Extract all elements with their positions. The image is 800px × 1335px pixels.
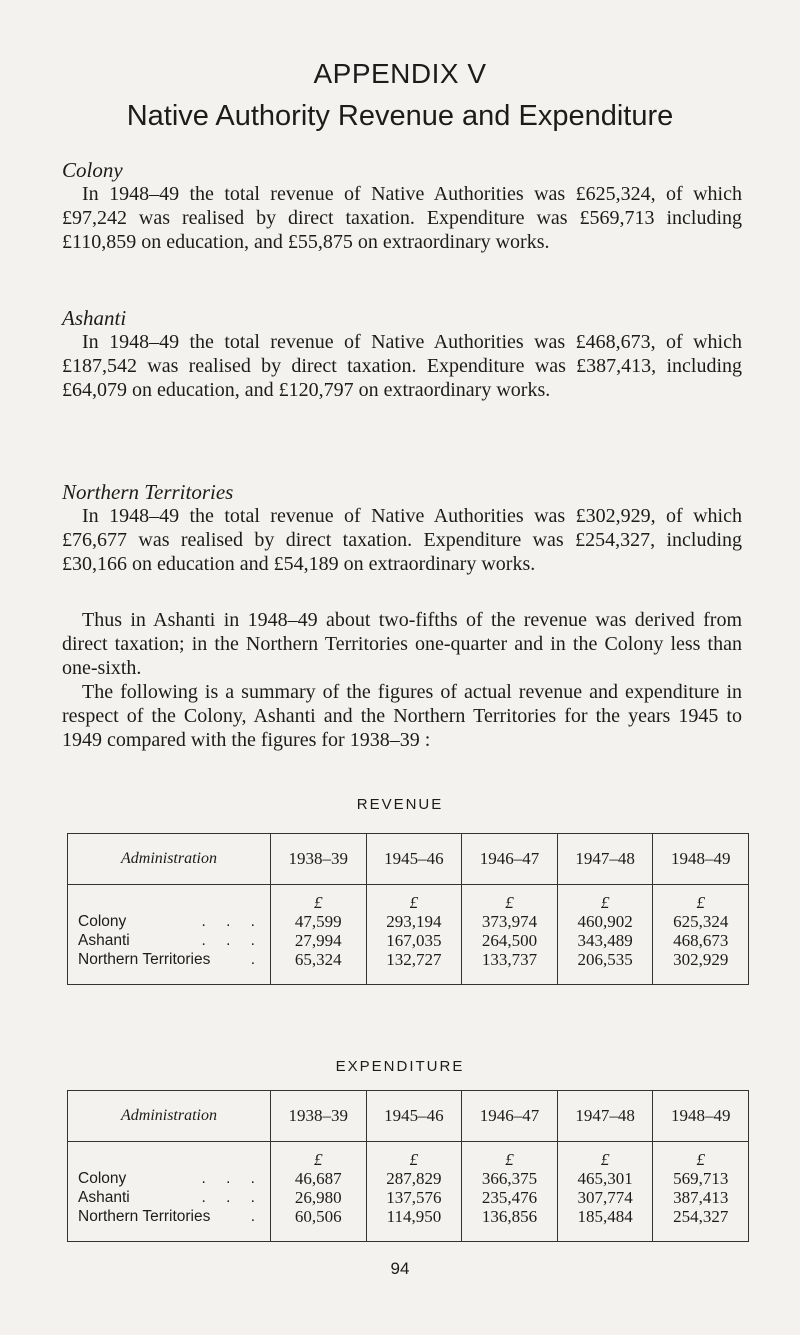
row-label: . . . Ashanti (78, 932, 263, 949)
column-header: 1945–46 (366, 834, 462, 885)
admin-names (68, 885, 271, 985)
revenue-caption: REVENUE (356, 796, 444, 813)
cell-value: 133,737 (481, 950, 538, 969)
expenditure-caption: EXPENDITURE (335, 1058, 465, 1075)
cell-value: 569,713 (673, 1169, 729, 1188)
currency-symbol: £ (314, 893, 323, 912)
row-label: . Northern Territories (78, 951, 263, 968)
cell-value: 47,599 (294, 912, 342, 931)
cell-value: 373,974 (481, 912, 538, 931)
cell-value: 27,994 (294, 931, 342, 950)
column-header: Administration (68, 1091, 271, 1142)
column-header: 1947–48 (557, 1091, 653, 1142)
cell-value: 468,673 (673, 931, 729, 950)
column-header: 1947–48 (557, 834, 653, 885)
cell-value: 465,301 (577, 1169, 633, 1188)
page-number: 94 (390, 1259, 410, 1278)
cell-value: 137,576 (386, 1188, 442, 1207)
table-header-row (68, 834, 749, 885)
section-text: In 1948–49 the total revenue of Native Authorities was £625,324, of which £97,242 was realised by direct taxation. Expenditure was £569,713 including £110,859 on education, and £55,875 on extraordinary works. (62, 183, 742, 253)
admin-names (68, 1142, 271, 1242)
column-1938-39 (271, 885, 367, 985)
cell-value: 254,327 (673, 1207, 729, 1226)
section-heading: Ashanti (62, 306, 127, 330)
currency-symbol: £ (505, 1150, 514, 1169)
column-1946-47 (462, 1142, 558, 1242)
summary-paragraph-2: The following is a summary of the figures of actual revenue and expenditure in respect of the Colony, Ashanti and the Northern Territories for the years 1945 to 1949 compared with the figures for 1938–39 : (62, 681, 742, 751)
column-header: 1946–47 (462, 1091, 558, 1142)
cell-value: 307,774 (577, 1188, 633, 1207)
column-1948-49 (653, 885, 749, 985)
column-header: 1948–49 (653, 834, 749, 885)
cell-value: 65,324 (294, 950, 342, 969)
cell-value: 625,324 (673, 912, 729, 931)
column-1938-39 (271, 1142, 367, 1242)
currency-symbol: £ (600, 893, 610, 912)
section-colony (62, 158, 742, 254)
column-header: Administration (68, 834, 271, 885)
expenditure-table (67, 1090, 749, 1242)
column-header: 1948–49 (653, 1091, 749, 1142)
column-header: 1945–46 (366, 1091, 462, 1142)
column-1945-46 (366, 1142, 462, 1242)
cell-value: 167,035 (386, 931, 442, 950)
column-header: 1938–39 (271, 834, 367, 885)
column-1948-49 (653, 1142, 749, 1242)
cell-value: 460,902 (577, 912, 633, 931)
cell-value: 235,476 (481, 1188, 538, 1207)
currency-symbol: £ (409, 893, 419, 912)
cell-value: 366,375 (481, 1169, 538, 1188)
cell-value: 46,687 (294, 1169, 342, 1188)
cell-value: 206,535 (577, 950, 633, 969)
column-1946-47 (462, 885, 558, 985)
cell-value: 26,980 (294, 1188, 342, 1207)
cell-value: 287,829 (386, 1169, 442, 1188)
currency-symbol: £ (505, 893, 514, 912)
table-body-row (68, 885, 749, 985)
row-label: . . . Colony (78, 913, 263, 930)
cell-value: 264,500 (481, 931, 538, 950)
section-northern-territories (62, 480, 742, 576)
cell-value: 343,489 (577, 931, 633, 950)
section-ashanti (62, 306, 742, 402)
section-text: In 1948–49 the total revenue of Native Authorities was £468,673, of which £187,542 was realised by direct taxation. Expenditure was £387,413, including £64,079 on education, and £120,797 on extraordinary works. (62, 331, 742, 401)
column-header: 1946–47 (462, 834, 558, 885)
appendix-label: APPENDIX V (313, 58, 487, 89)
revenue-table (67, 833, 749, 985)
table-header-row (68, 1091, 749, 1142)
cell-value: 132,727 (386, 950, 442, 969)
page-title: Native Authority Revenue and Expenditure (126, 100, 674, 132)
cell-value: 136,856 (481, 1207, 538, 1226)
currency-symbol: £ (409, 1150, 419, 1169)
currency-symbol: £ (314, 1150, 323, 1169)
summary-paragraph-1: Thus in Ashanti in 1948–49 about two-fifths of the revenue was derived from direct taxation; in the Northern Territories one-quarter and in the Colony less than one-sixth. (62, 609, 742, 679)
row-label: . . . Colony (78, 1170, 263, 1187)
row-label: . . . Ashanti (78, 1189, 263, 1206)
cell-value: 302,929 (673, 950, 729, 969)
cell-value: 60,506 (294, 1207, 342, 1226)
column-1947-48 (557, 1142, 653, 1242)
cell-value: 185,484 (577, 1207, 633, 1226)
cell-value: 114,950 (386, 1207, 442, 1226)
currency-symbol: £ (696, 893, 705, 912)
currency-symbol: £ (600, 1150, 610, 1169)
row-label: . Northern Territories (78, 1208, 263, 1225)
currency-symbol: £ (696, 1150, 705, 1169)
section-heading: Colony (62, 158, 123, 182)
cell-value: 387,413 (673, 1188, 729, 1207)
section-text: In 1948–49 the total revenue of Native Authorities was £302,929, of which £76,677 was realised by direct taxation. Expenditure was £254,327, including £30,166 on education and £54,189 on extraordinary works. (62, 505, 742, 575)
cell-value: 293,194 (386, 912, 442, 931)
table-body-row (68, 1142, 749, 1242)
column-1947-48 (557, 885, 653, 985)
column-header: 1938–39 (271, 1091, 367, 1142)
column-1945-46 (366, 885, 462, 985)
section-heading: Northern Territories (62, 480, 234, 504)
